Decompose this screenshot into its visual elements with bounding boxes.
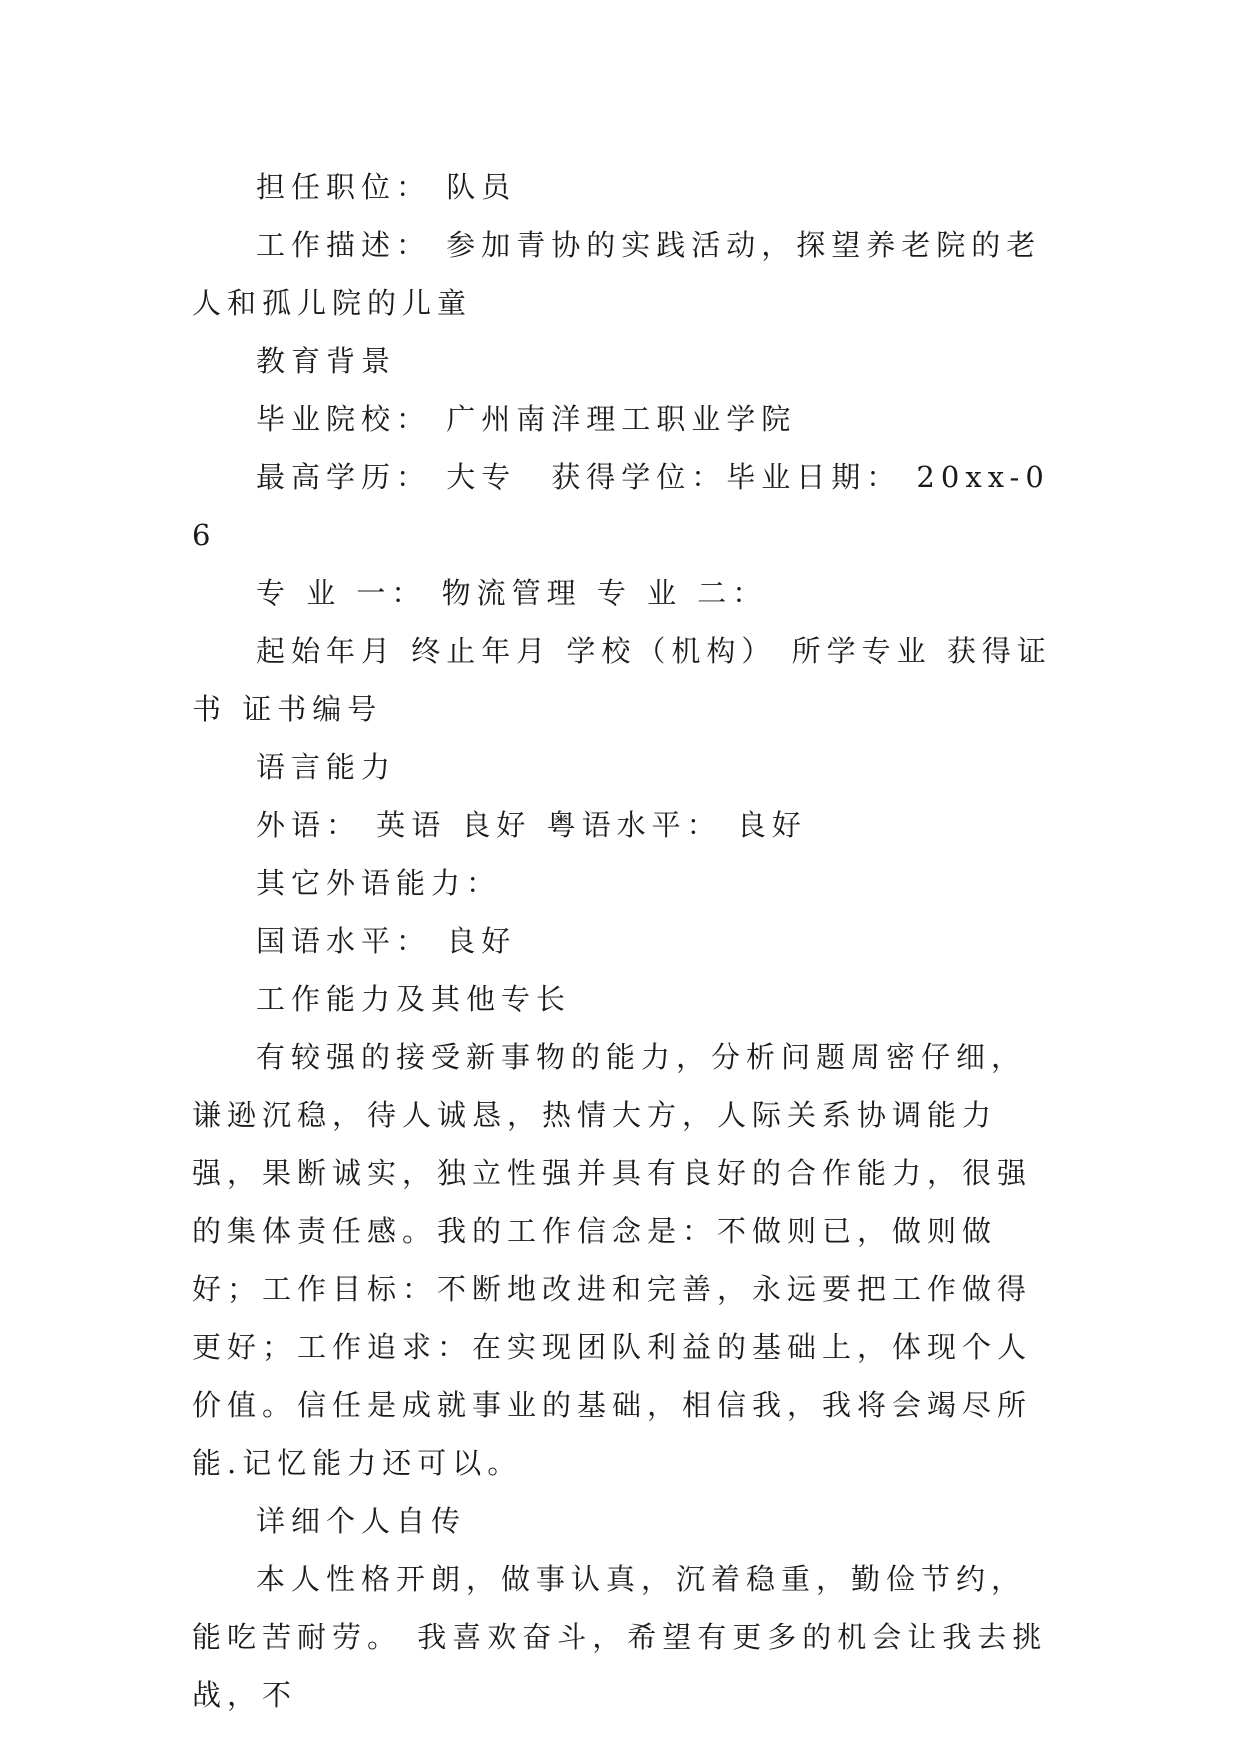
autobiography-heading: 详细个人自传: [256, 1504, 467, 1538]
other-language-line: 其它外语能力：: [256, 866, 502, 900]
autobiography-paragraph: 本人性格开朗，做事认真，沉着稳重，勤俭节约，能吃苦耐劳。 我喜欢奋斗，希望有更多的机会让我去挑战，不: [192, 1562, 1048, 1712]
language-heading: 语言能力: [256, 750, 397, 784]
job-description: 工作描述： 参加青协的实践活动，探望养老院的老人和孤儿院的儿童: [192, 228, 1042, 320]
foreign-language-line: 外语： 英语 良好 粤语水平： 良好: [256, 808, 807, 842]
position-line: 担任职位： 队员: [256, 170, 517, 204]
document-body: [192, 158, 1052, 1724]
skills-heading: 工作能力及其他专长: [256, 982, 572, 1016]
major-line: 专 业 一： 物流管理 专 业 二：: [256, 576, 768, 610]
mandarin-line: 国语水平： 良好: [256, 924, 517, 958]
degree-line: 最高学历： 大专 获得学位：毕业日期： 20xx-06: [192, 460, 1050, 552]
skills-paragraph: 有较强的接受新事物的能力，分析问题周密仔细，谦逊沉稳，待人诚恳，热情大方，人际关系协调能力强，果断诚实，独立性强并具有良好的合作能力，很强的集体责任感。我的工作信念是：不做则已，做则做好；工作目标：不断地改进和完善，永远要把工作做得更好；工作追求：在实现团队利益的基础上，体现个人价值。信任是成就事业的基础，相信我，我将会竭尽所能.记忆能力还可以。: [192, 1040, 1033, 1480]
education-heading: 教育背景: [256, 344, 397, 378]
education-columns: 起始年月 终止年月 学校（机构） 所学专业 获得证书 证书编号: [192, 634, 1052, 726]
school-line: 毕业院校： 广州南洋理工职业学院: [256, 402, 797, 436]
